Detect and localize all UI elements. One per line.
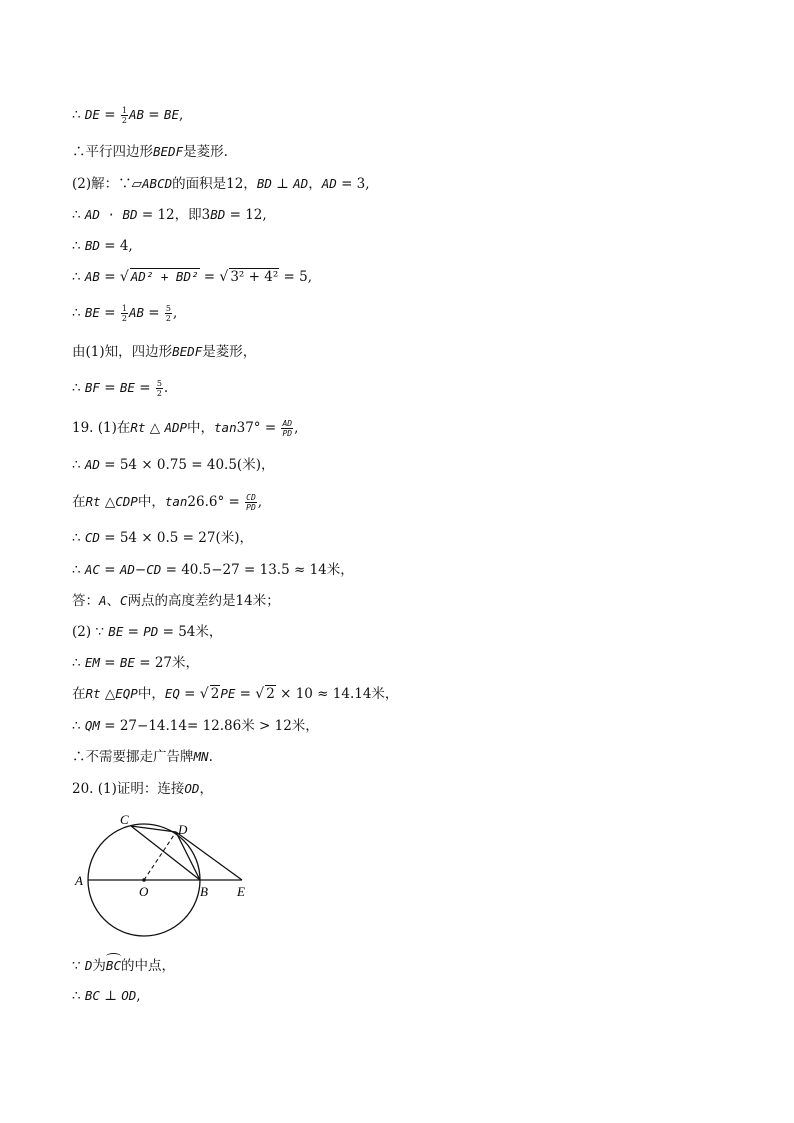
line-21: 20. (1)证明：连接OD， [72, 781, 213, 797]
fraction-half: $\frac{1}{2}$ [121, 304, 127, 323]
line-6: ∴ AB = √ AD² + BD² = √ 3² + 4² = 5, [72, 269, 313, 285]
line-23: ∴ BC ⊥ OD, [72, 988, 141, 1004]
fraction-five-half: $\frac{5}{2}$ [156, 379, 162, 398]
line-7: ∴ BE = $\frac{1}{2}$ AB = $\frac{5}{2}$ , [72, 304, 178, 323]
line-20: ∴不需要挪走广告牌MN. [72, 749, 213, 765]
segment-de [176, 832, 242, 880]
line-5: ∴ BD = 4, [72, 238, 133, 254]
fraction-cd-pd: $\frac{CD}{PD}$ [246, 493, 256, 512]
line-16: (2) ∵ BE = PD = 54米， [72, 624, 223, 640]
label-o: O [139, 884, 149, 899]
line-17: ∴ EM = BE = 27米， [72, 655, 199, 671]
line-10: 19. (1)在Rt △ ADP中，tan37° = $\frac{AD}{PD}$ , [72, 419, 299, 438]
line-18: 在Rt △EQP中，EQ = √ 2PE = √ 2 × 10 ≈ 14.14米， [72, 686, 399, 702]
line-13: ∴ CD = 54 × 0.5 = 27(米)， [72, 530, 253, 546]
label-b: B [200, 884, 208, 899]
label-a: A [75, 873, 83, 888]
fraction-half: $\frac{1}{2}$ [121, 106, 127, 125]
line-2: ∴平行四边形BEDF是菱形. [72, 144, 228, 160]
label-c: C [120, 812, 129, 827]
line-12: 在Rt △CDP中，tan26.6° = $\frac{CD}{PD}$ , [72, 493, 263, 512]
geometry-figure [72, 810, 262, 940]
line-9: ∴ BF = BE = $\frac{5}{2}$ . [72, 379, 169, 398]
line-11: ∴ AD = 54 × 0.75 = 40.5(米)， [72, 457, 275, 473]
center-dot [142, 878, 146, 882]
segment-cb [131, 826, 200, 880]
fraction-five-half: $\frac{5}{2}$ [165, 304, 172, 323]
line-3: (2)解：∵▱ABCD的面积是12，BD ⊥ AD，AD = 3, [72, 176, 370, 192]
label-e: E [237, 884, 245, 899]
label-d: D [178, 822, 188, 837]
line-15: 答：A、C两点的高度差约是14米； [72, 593, 280, 609]
line-14: ∴ AC = AD−CD = 40.5−27 = 13.5 ≈ 14米， [72, 562, 354, 578]
line-4: ∴ AD · BD = 12，即3BD = 12, [72, 207, 267, 223]
line-19: ∴ QM = 27−14.14= 12.86米 > 12米， [72, 718, 319, 734]
line-22: ∵ D为BC的中点， [72, 958, 175, 974]
fraction-ad-pd: $\frac{AD}{PD}$ [282, 419, 293, 438]
line-8: 由(1)知，四边形BEDF是菱形， [72, 344, 257, 360]
line-1: ∴ DE = $\frac{1}{2}$ AB = BE, [72, 106, 184, 125]
segment-db [176, 832, 200, 880]
